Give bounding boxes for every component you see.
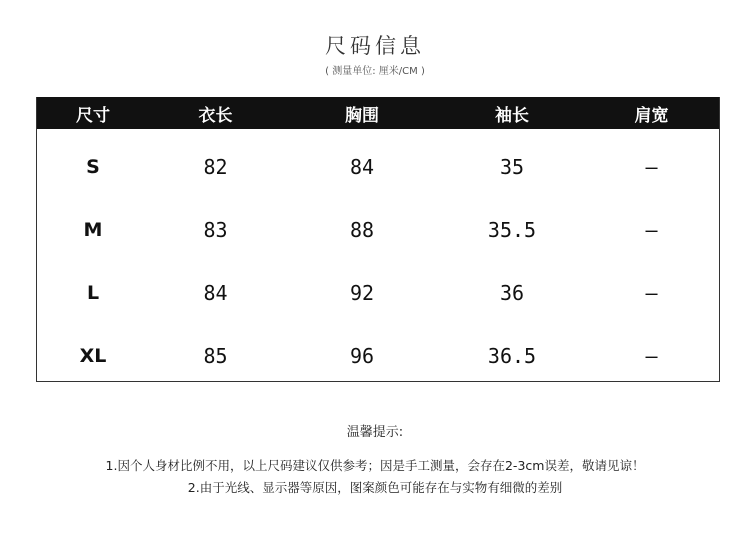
header-sleeve: 袖长 (495, 105, 529, 126)
cell-length: 83 (203, 217, 228, 242)
header-size: 尺寸 (76, 105, 110, 126)
cell-chest: 96 (349, 343, 375, 368)
table-row (37, 324, 719, 387)
header-length: 衣长 (198, 105, 233, 126)
cell-shoulder: – (645, 343, 658, 368)
cell-sleeve: 36.5 (487, 343, 537, 368)
cell-sleeve: 36 (499, 280, 525, 305)
measurement-unit-note: ( 测量单位: 厘米/CM ) (325, 66, 425, 77)
table-row (37, 135, 719, 198)
cell-chest: 88 (349, 217, 375, 242)
size-table (36, 97, 720, 382)
cell-sleeve: 35.5 (487, 217, 537, 242)
cell-size: S (86, 155, 100, 178)
table-row (37, 261, 719, 324)
cell-length: 82 (203, 154, 228, 179)
cell-length: 85 (203, 343, 228, 368)
cell-size: M (83, 218, 103, 241)
cell-size: L (86, 281, 100, 304)
cell-size: XL (79, 344, 107, 367)
tip-line-1: 1.因个人身材比例不用，以上尺码建议仅供参考；因是手工测量，会存在2-3cm误差，敬请见谅！ (105, 458, 645, 473)
cell-chest: 92 (349, 280, 375, 305)
cell-chest: 84 (349, 154, 375, 179)
tip-line-2: 2.由于光线、显示器等原因，图案颜色可能存在与实物有细微的差别 (187, 480, 563, 495)
page-title: 尺码信息 (325, 34, 425, 58)
header-chest: 胸围 (345, 105, 379, 126)
table-row (37, 198, 719, 261)
header-shoulder: 肩宽 (634, 105, 669, 126)
cell-shoulder: – (645, 217, 658, 242)
table-header (37, 97, 719, 129)
cell-sleeve: 35 (499, 154, 525, 179)
table-body (37, 129, 719, 387)
tips-heading: 温馨提示: (346, 425, 404, 440)
cell-length: 84 (203, 280, 228, 305)
cell-shoulder: – (645, 154, 658, 179)
cell-shoulder: – (645, 280, 658, 305)
